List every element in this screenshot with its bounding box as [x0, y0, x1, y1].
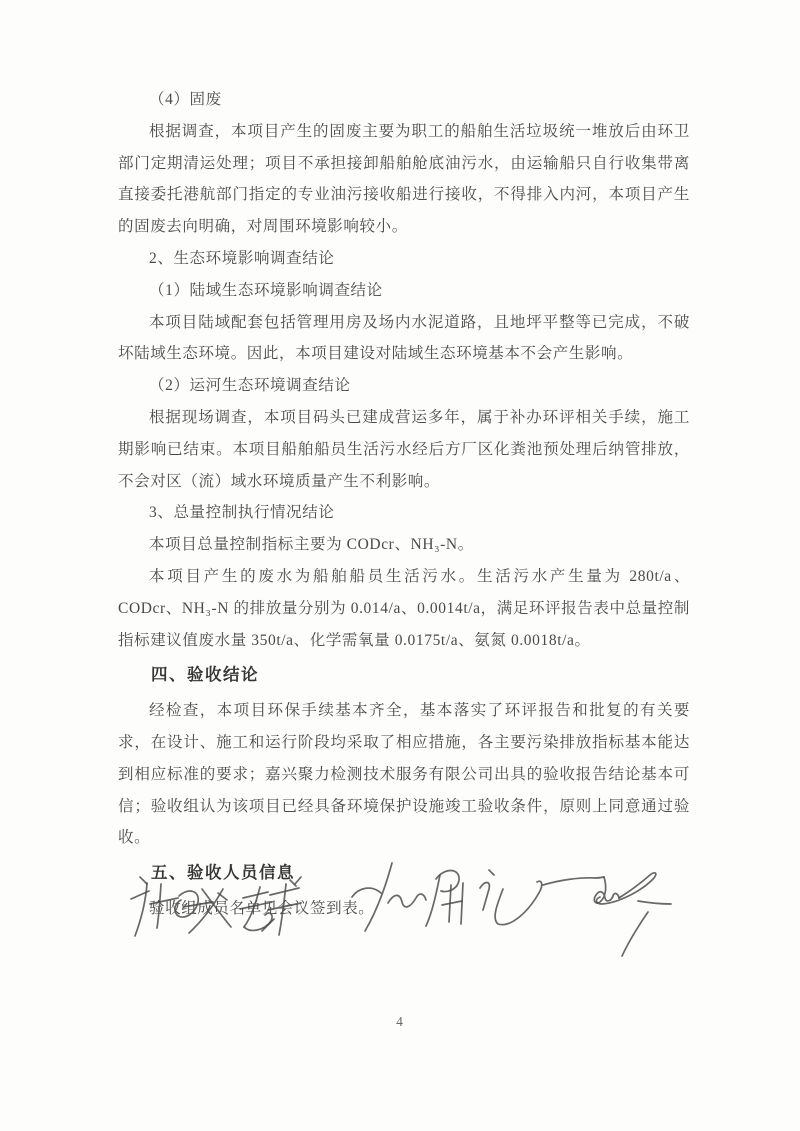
signature-1 — [131, 877, 231, 936]
para-land-eco: 本项目陆域配套包括管理用房及场内水泥道路，且地坪平整等已完成，不破坏陆域生态环境。因此，本项目建设对陆域生态环境基本不会产生影响。 — [118, 313, 690, 363]
signature-3 — [352, 863, 542, 931]
heading-acceptance-conclusion: 四、验收结论 — [151, 665, 259, 685]
signature-2 — [240, 877, 301, 935]
signature-4 — [543, 873, 671, 956]
subheading-canal-eco-conclusion: （2）运河生态环境调查结论 — [149, 377, 351, 395]
para-canal-eco: 根据现场调查，本项目码头已建成营运多年，属于补办环评相关手续，施工期影响已结束。本项目船舶船员生活污水经后方厂区化粪池预处理后纳管排放，不会对区（流）域水环境质量产生不利影响。 — [118, 408, 690, 490]
heading-acceptance-personnel: 五、验收人员信息 — [151, 863, 295, 883]
para-signin-sheet: 验收组成员名单见会议签到表。 — [149, 899, 375, 917]
para-wastewater-figures: 本项目产生的废水为船舶船员生活污水。生活污水产生量为 280t/a、CODcr、NH₃-N 的排放量分别为 0.014/a、0.0014t/a，满足环评报告表中总量控制指标建议值废水量 350t/a、化学需氧量 0.0175t/a、氨氮 0.0018t/a。 — [118, 567, 690, 649]
signatures-drawing — [90, 855, 710, 970]
handwritten-signatures — [90, 855, 710, 970]
subheading-solid-waste: （4）固废 — [149, 91, 222, 108]
para-acceptance-conclusion: 经检查，本项目环保手续基本齐全，基本落实了环评报告和批复的有关要求，在设计、施工和运行阶段均采取了相应措施，各主要污染排放指标基本能达到相应标准的要求；嘉兴聚力检测技术服务有限公司出具的验收报告结论基本可信；验收组认为该项目已经具备环境保护设施竣工验收条件，原则上同意通过验收。 — [118, 702, 690, 847]
subheading-eco-impact-conclusion: 2、生态环境影响调查结论 — [149, 249, 335, 267]
page-number: 4 — [396, 1014, 404, 1029]
subheading-land-eco-conclusion: （1）陆域生态环境影响调查结论 — [149, 281, 383, 299]
para-total-control-indicators: 本项目总量控制指标主要为 CODcr、NH₃-N。 — [149, 536, 474, 554]
document-body — [118, 84, 690, 925]
para-solid-waste: 根据调查，本项目产生的固废主要为职工的船舶生活垃圾统一堆放后由环卫部门定期清运处理；项目不承担接卸船舶舱底油污水，由运输船只自行收集带离直接委托港航部门指定的专业油污接收船进行接收，不得排入内河，本项目产生的固废去向明确，对周围环境影响较小。 — [118, 122, 690, 236]
subheading-total-control: 3、总量控制执行情况结论 — [149, 504, 335, 522]
